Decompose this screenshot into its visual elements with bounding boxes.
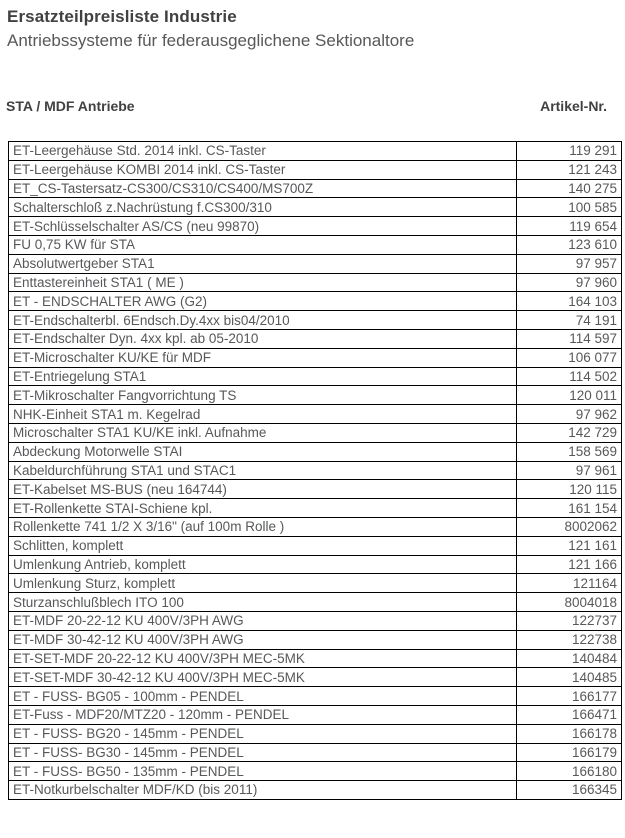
artikel-nr-cell: 106 077	[517, 348, 622, 367]
artikel-nr-cell: 120 115	[517, 480, 622, 499]
parts-table-body	[9, 142, 622, 800]
artikel-nr-cell: 166177	[517, 687, 622, 706]
part-name-cell: ET-Mikroschalter Fangvorrichtung TS	[9, 386, 517, 405]
artikel-nr-cell: 166178	[517, 724, 622, 743]
table-row	[9, 198, 622, 217]
table-row	[9, 367, 622, 386]
artikel-nr-cell: 164 103	[517, 292, 622, 311]
part-name-cell: Schlitten, komplett	[9, 536, 517, 555]
part-name-cell: ET-Endschalterbl. 6Endsch.Dy.4xx bis04/2010	[9, 311, 517, 330]
artikel-nr-cell: 161 154	[517, 499, 622, 518]
table-row	[9, 273, 622, 292]
part-name-cell: ET_CS-Tastersatz-CS300/CS310/CS400/MS700Z	[9, 179, 517, 198]
artikel-nr-cell: 74 191	[517, 311, 622, 330]
part-name-cell: Enttastereinheit STA1 ( ME )	[9, 273, 517, 292]
table-row	[9, 235, 622, 254]
artikel-nr-cell: 97 960	[517, 273, 622, 292]
table-row	[9, 142, 622, 161]
table-row	[9, 630, 622, 649]
artikel-nr-cell: 140485	[517, 668, 622, 687]
artikel-nr-cell: 121 166	[517, 555, 622, 574]
table-row	[9, 160, 622, 179]
artikel-nr-cell: 114 502	[517, 367, 622, 386]
part-name-cell: ET-SET-MDF 30-42-12 KU 400V/3PH MEC-5MK	[9, 668, 517, 687]
part-name-cell: ET-Kabelset MS-BUS (neu 164744)	[9, 480, 517, 499]
artikel-nr-cell: 166345	[517, 781, 622, 800]
table-row	[9, 292, 622, 311]
table-row	[9, 405, 622, 424]
part-name-cell: Umlenkung Antrieb, komplett	[9, 555, 517, 574]
table-row	[9, 668, 622, 687]
table-row	[9, 593, 622, 612]
parts-table	[8, 141, 622, 800]
part-name-cell: ET-Fuss - MDF20/MTZ20 - 120mm - PENDEL	[9, 705, 517, 724]
part-name-cell: ET - FUSS- BG05 - 100mm - PENDEL	[9, 687, 517, 706]
page-header	[0, 0, 625, 53]
table-row	[9, 480, 622, 499]
table-row	[9, 611, 622, 630]
table-row	[9, 649, 622, 668]
artikel-nr-cell: 122738	[517, 630, 622, 649]
part-name-cell: ET-Leergehäuse KOMBI 2014 inkl. CS-Taster	[9, 160, 517, 179]
artikel-nr-cell: 121164	[517, 574, 622, 593]
artikel-nr-cell: 119 291	[517, 142, 622, 161]
table-row	[9, 348, 622, 367]
part-name-cell: ET - FUSS- BG50 - 135mm - PENDEL	[9, 762, 517, 781]
table-row	[9, 536, 622, 555]
part-name-cell: Kabeldurchführung STA1 und STAC1	[9, 461, 517, 480]
part-name-cell: ET-SET-MDF 20-22-12 KU 400V/3PH MEC-5MK	[9, 649, 517, 668]
part-name-cell: Absolutwertgeber STA1	[9, 254, 517, 273]
part-name-cell: Schalterschloß z.Nachrüstung f.CS300/310	[9, 198, 517, 217]
part-name-cell: Sturzanschlußblech ITO 100	[9, 593, 517, 612]
part-name-cell: ET-Schlüsselschalter AS/CS (neu 99870)	[9, 217, 517, 236]
part-name-cell: ET - FUSS- BG30 - 145mm - PENDEL	[9, 743, 517, 762]
part-name-cell: Abdeckung Motorwelle STAI	[9, 442, 517, 461]
table-row	[9, 311, 622, 330]
page-subtitle: Antriebssysteme für federausgeglichene Sektionaltore	[7, 31, 415, 50]
artikel-nr-cell: 123 610	[517, 235, 622, 254]
artikel-nr-cell: 121 243	[517, 160, 622, 179]
part-name-cell: ET-Notkurbelschalter MDF/KD (bis 2011)	[9, 781, 517, 800]
part-name-cell: ET-Endschalter Dyn. 4xx kpl. ab 05-2010	[9, 329, 517, 348]
artikel-nr-cell: 140 275	[517, 179, 622, 198]
part-name-cell: ET-MDF 30-42-12 KU 400V/3PH AWG	[9, 630, 517, 649]
part-name-cell: ET - ENDSCHALTER AWG (G2)	[9, 292, 517, 311]
table-row	[9, 517, 622, 536]
table-row	[9, 574, 622, 593]
part-name-cell: ET-Rollenkette STAI-Schiene kpl.	[9, 499, 517, 518]
artikel-nr-column-header: Artikel-Nr.	[540, 98, 607, 114]
table-row	[9, 555, 622, 574]
table-row	[9, 179, 622, 198]
artikel-nr-cell: 114 597	[517, 329, 622, 348]
table-row	[9, 705, 622, 724]
artikel-nr-cell: 119 654	[517, 217, 622, 236]
part-name-cell: ET-MDF 20-22-12 KU 400V/3PH AWG	[9, 611, 517, 630]
part-name-cell: NHK-Einheit STA1 m. Kegelrad	[9, 405, 517, 424]
table-row	[9, 254, 622, 273]
table-row	[9, 386, 622, 405]
section-title: STA / MDF Antriebe	[6, 98, 135, 114]
table-row	[9, 461, 622, 480]
artikel-nr-cell: 158 569	[517, 442, 622, 461]
part-name-cell: ET-Microschalter KU/KE für MDF	[9, 348, 517, 367]
part-name-cell: Rollenkette 741 1/2 X 3/16" (auf 100m Rolle )	[9, 517, 517, 536]
part-name-cell: Microschalter STA1 KU/KE inkl. Aufnahme	[9, 423, 517, 442]
artikel-nr-cell: 100 585	[517, 198, 622, 217]
artikel-nr-cell: 166179	[517, 743, 622, 762]
artikel-nr-cell: 142 729	[517, 423, 622, 442]
page-title: Ersatzteilpreisliste Industrie	[7, 7, 237, 26]
artikel-nr-cell: 166180	[517, 762, 622, 781]
table-row	[9, 217, 622, 236]
table-row	[9, 687, 622, 706]
table-row	[9, 499, 622, 518]
table-row	[9, 442, 622, 461]
part-name-cell: ET-Entriegelung STA1	[9, 367, 517, 386]
table-row	[9, 329, 622, 348]
artikel-nr-cell: 121 161	[517, 536, 622, 555]
artikel-nr-cell: 120 011	[517, 386, 622, 405]
artikel-nr-cell: 140484	[517, 649, 622, 668]
section-header-row	[6, 98, 607, 114]
artikel-nr-cell: 97 957	[517, 254, 622, 273]
table-row	[9, 762, 622, 781]
artikel-nr-cell: 97 962	[517, 405, 622, 424]
table-row	[9, 724, 622, 743]
part-name-cell: ET - FUSS- BG20 - 145mm - PENDEL	[9, 724, 517, 743]
table-row	[9, 781, 622, 800]
part-name-cell: Umlenkung Sturz, komplett	[9, 574, 517, 593]
artikel-nr-cell: 122737	[517, 611, 622, 630]
artikel-nr-cell: 97 961	[517, 461, 622, 480]
artikel-nr-cell: 8002062	[517, 517, 622, 536]
part-name-cell: ET-Leergehäuse Std. 2014 inkl. CS-Taster	[9, 142, 517, 161]
table-row	[9, 743, 622, 762]
part-name-cell: FU 0,75 KW für STA	[9, 235, 517, 254]
artikel-nr-cell: 8004018	[517, 593, 622, 612]
table-row	[9, 423, 622, 442]
artikel-nr-cell: 166471	[517, 705, 622, 724]
